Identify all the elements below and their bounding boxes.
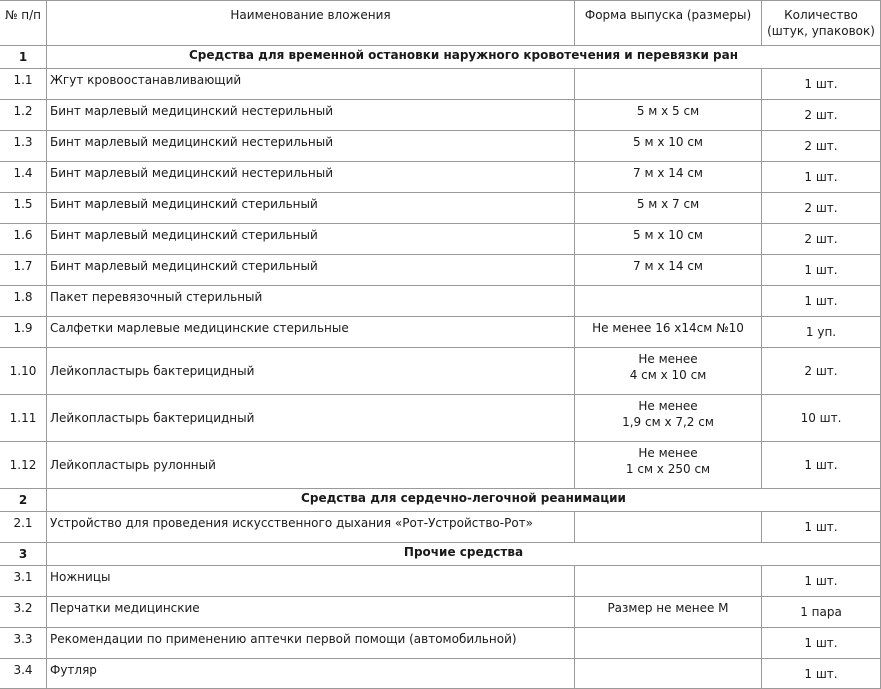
row-qty: 2 шт.: [762, 348, 881, 395]
row-name: Жгут кровоостанавливающий: [47, 69, 575, 100]
row-form-line1: Не менее: [638, 446, 698, 460]
header-qty: [762, 1, 881, 46]
row-num: 3.1: [0, 566, 47, 597]
row-form: 5 м х 7 см: [575, 193, 762, 224]
section-num: 1: [0, 46, 47, 69]
row-name: Устройство для проведения искусственного дыхания «Рот-Устройство-Рот»: [47, 512, 575, 543]
row-qty: 10 шт.: [762, 395, 881, 442]
header-form-text: Форма выпуска (размеры): [584, 8, 752, 22]
table-row: [0, 512, 881, 543]
table-row: [0, 286, 881, 317]
row-qty: 1 шт.: [762, 566, 881, 597]
row-name: Бинт марлевый медицинский стерильный: [47, 224, 575, 255]
row-qty: 2 шт.: [762, 100, 881, 131]
row-form: [575, 348, 762, 395]
table-row: [0, 69, 881, 100]
row-qty: 1 шт.: [762, 286, 881, 317]
table-row: [0, 442, 881, 489]
table-row: [0, 348, 881, 395]
row-qty: 2 шт.: [762, 193, 881, 224]
section-row: [0, 46, 881, 69]
row-num: 1.6: [0, 224, 47, 255]
row-num: 2.1: [0, 512, 47, 543]
row-num: 3.2: [0, 597, 47, 628]
row-form-line2: 4 см х 10 см: [629, 368, 707, 382]
row-num: 1.8: [0, 286, 47, 317]
row-name: Перчатки медицинские: [47, 597, 575, 628]
header-qty-line1: Количество: [784, 8, 858, 22]
row-num: 1.3: [0, 131, 47, 162]
table-row: [0, 100, 881, 131]
table-row: [0, 597, 881, 628]
row-num: 1.10: [0, 348, 47, 395]
row-name: Салфетки марлевые медицинские стерильные: [47, 317, 575, 348]
row-form: Размер не менее М: [575, 597, 762, 628]
row-form: [575, 395, 762, 442]
table-row: [0, 628, 881, 659]
row-form: 5 м х 10 см: [575, 131, 762, 162]
section-title: Прочие средства: [47, 543, 881, 566]
row-form: [575, 628, 762, 659]
table-row: [0, 162, 881, 193]
row-form: 5 м х 5 см: [575, 100, 762, 131]
row-qty: 1 шт.: [762, 69, 881, 100]
row-form-line2: 1 см х 250 см: [625, 462, 711, 476]
row-num: 1.9: [0, 317, 47, 348]
row-form: 5 м х 10 см: [575, 224, 762, 255]
section-num: 2: [0, 489, 47, 512]
row-form: [575, 659, 762, 689]
row-form: [575, 286, 762, 317]
table-row: [0, 659, 881, 689]
row-qty: 1 шт.: [762, 162, 881, 193]
row-form: [575, 566, 762, 597]
row-qty: 2 шт.: [762, 131, 881, 162]
row-num: 1.7: [0, 255, 47, 286]
section-row: [0, 543, 881, 566]
row-form-line1: Не менее: [638, 352, 698, 366]
table-row: [0, 317, 881, 348]
row-qty: 2 шт.: [762, 224, 881, 255]
row-form-line2: 1,9 см х 7,2 см: [622, 415, 714, 429]
row-form-line1: Не менее: [638, 399, 698, 413]
row-num: 1.5: [0, 193, 47, 224]
row-num: 1.2: [0, 100, 47, 131]
table-row: [0, 224, 881, 255]
row-qty: 1 шт.: [762, 255, 881, 286]
row-form: 7 м х 14 см: [575, 162, 762, 193]
row-name: Пакет перевязочный стерильный: [47, 286, 575, 317]
row-name: Бинт марлевый медицинский нестерильный: [47, 131, 575, 162]
table-row: [0, 193, 881, 224]
row-name: Лейкопластырь рулонный: [47, 442, 575, 489]
table-row: [0, 395, 881, 442]
row-name: Бинт марлевый медицинский стерильный: [47, 255, 575, 286]
section-num: 3: [0, 543, 47, 566]
row-qty: 1 шт.: [762, 659, 881, 689]
section-title: Средства для временной остановки наружного кровотечения и перевязки ран: [47, 46, 881, 69]
row-name: Ножницы: [47, 566, 575, 597]
header-form: [575, 1, 762, 46]
row-name: Бинт марлевый медицинский стерильный: [47, 193, 575, 224]
row-qty: 1 шт.: [762, 442, 881, 489]
row-qty: 1 уп.: [762, 317, 881, 348]
table-header-row: [0, 1, 881, 46]
header-qty-line2: (штук, упаковок): [767, 24, 875, 38]
row-name: Бинт марлевый медицинский нестерильный: [47, 162, 575, 193]
row-form: [575, 512, 762, 543]
row-form: Не менее 16 х14см №10: [575, 317, 762, 348]
row-num: 1.1: [0, 69, 47, 100]
row-name: Бинт марлевый медицинский нестерильный: [47, 100, 575, 131]
row-qty: 1 шт.: [762, 512, 881, 543]
header-num: № п/п: [0, 1, 47, 46]
section-title: Средства для сердечно-легочной реанимации: [47, 489, 881, 512]
header-name: Наименование вложения: [47, 1, 575, 46]
table-row: [0, 255, 881, 286]
row-name: Лейкопластырь бактерицидный: [47, 395, 575, 442]
row-num: 3.4: [0, 659, 47, 689]
row-form: 7 м х 14 см: [575, 255, 762, 286]
row-qty: 1 пара: [762, 597, 881, 628]
row-form: [575, 69, 762, 100]
row-num: 3.3: [0, 628, 47, 659]
row-num: 1.4: [0, 162, 47, 193]
row-name: Футляр: [47, 659, 575, 689]
row-form: [575, 442, 762, 489]
row-name: Лейкопластырь бактерицидный: [47, 348, 575, 395]
table-row: [0, 131, 881, 162]
row-qty: 1 шт.: [762, 628, 881, 659]
table-row: [0, 566, 881, 597]
row-num: 1.12: [0, 442, 47, 489]
row-name: Рекомендации по применению аптечки первой помощи (автомобильной): [47, 628, 575, 659]
section-row: [0, 489, 881, 512]
row-num: 1.11: [0, 395, 47, 442]
